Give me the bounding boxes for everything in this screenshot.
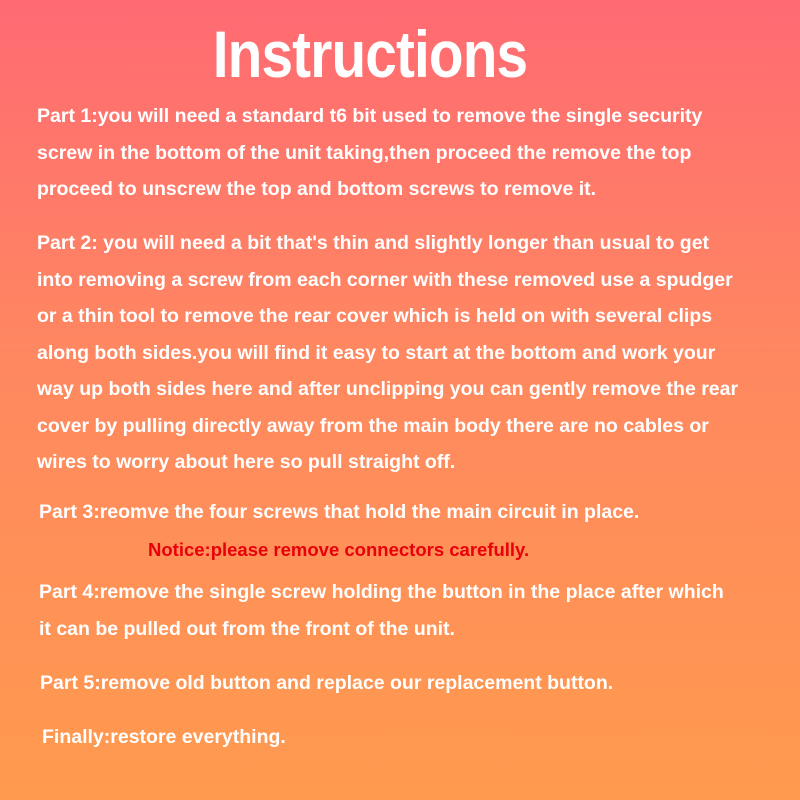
part-2-line: along both sides.you will find it easy to start at the bottom and work your [37,341,716,364]
page-title: Instructions [212,17,528,91]
finally-text [42,719,286,756]
part-2-line: or a thin tool to remove the rear cover which is held on with several clips [37,305,713,327]
part-5-text [40,665,613,702]
part-2-line: into removing a screw from each corner with these removed use a spudger [37,268,733,291]
part-2-line: wires to worry about here so pull straight off. [37,451,456,473]
part-5-line: Part 5:remove old button and replace our replacement button. [40,672,614,694]
part-3-text [39,494,639,531]
part-2-text [37,225,738,481]
part-4-text [39,574,724,647]
part-4-line: Part 4:remove the single screw holding the button in the place after which [39,581,724,603]
finally-line: Finally:restore everything. [42,726,286,748]
part-1-line: Part 1:you will need a standard t6 bit used to remove the single security [37,105,703,127]
part-2-line: cover by pulling directly away from the main body there are no cables or [37,414,709,437]
part-2-line: way up both sides here and after unclipping you can gently remove the rear [37,378,739,400]
part-1-line: proceed to unscrew the top and bottom screws to remove it. [37,178,597,200]
part-1-line: screw in the bottom of the unit taking,then proceed the remove the top [37,141,692,164]
part-3-line: Part 3:reomve the four screws that hold the main circuit in place. [39,501,640,523]
part-2-line: Part 2: you will need a bit that's thin and slightly longer than usual to get [37,232,710,254]
part-1-text [37,98,702,208]
part-4-line: it can be pulled out from the front of the unit. [39,617,455,640]
notice-text: Notice:please remove connectors carefully. [148,539,530,560]
